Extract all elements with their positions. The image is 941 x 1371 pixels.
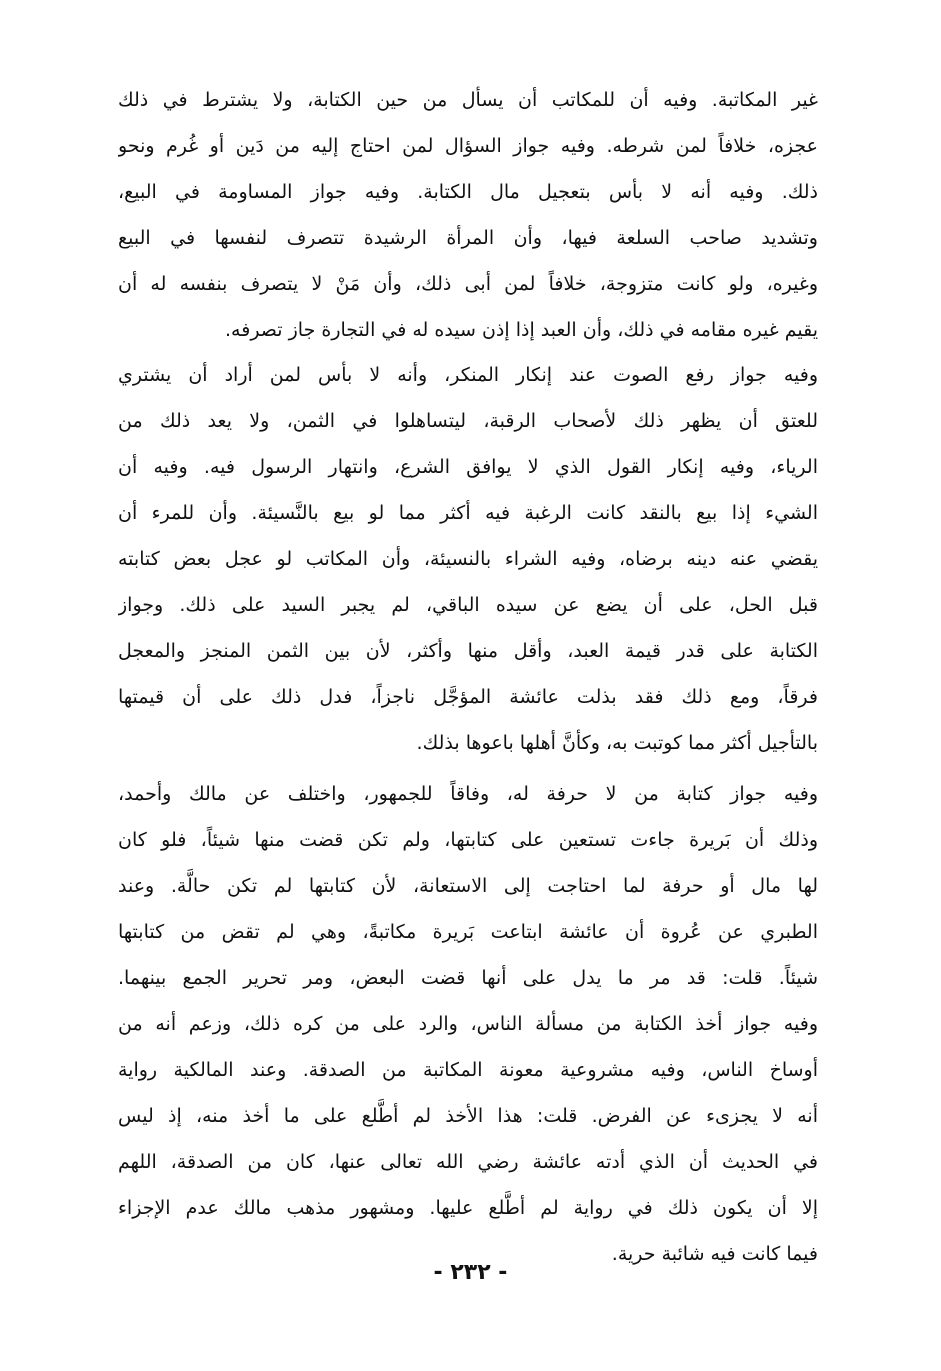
text-line: وذلك أن بَريرة جاءت تستعين على كتابتها، ولم تكن قضت منها شيئاً، فلو كان: [118, 829, 818, 851]
paragraph-3: [118, 771, 818, 1277]
text-line: وفيه جواز رفع الصوت عند إنكار المنكر، وأنه لا بأس لمن أراد أن يشتري: [118, 364, 818, 386]
text-line: وفيه جواز كتابة من لا حرفة له، وفاقاً للجمهور، واختلف عن مالك وأحمد،: [118, 783, 818, 805]
text-line: غير المكاتبة. وفيه أن للمكاتب أن يسأل من حين الكتابة، ولا يشترط في ذلك: [118, 89, 818, 111]
text-line: فيما كانت فيه شائبة حرية.: [611, 1243, 818, 1265]
paragraph-2: [118, 352, 818, 766]
text-line: وفيه جواز أخذ الكتابة من مسألة الناس، والرد على من كره ذلك، وزعم أنه من: [118, 1013, 818, 1035]
text-line: الطبري عن عُروة أن عائشة ابتاعت بَريرة مكاتبةً، وهي لم تقض من كتابتها: [118, 921, 818, 943]
text-line: إلا أن يكون ذلك في رواية لم أطَّلع عليها. ومشهور مذهب مالك عدم الإجزاء: [118, 1197, 818, 1219]
page-number: - ٢٣٢ -: [433, 1260, 508, 1285]
text-line: للعتق أن يظهر ذلك لأصحاب الرقبة، ليتساهلوا في الثمن، ولا يعد ذلك من: [118, 410, 818, 432]
text-line: عجزه، خلافاً لمن شرطه. وفيه جواز السؤال لمن احتاج إليه من دَين أو غُرم ونحو: [118, 135, 818, 157]
text-line: الشيء إذا بيع بالنقد كانت الرغبة فيه أكثر مما لو بيع بالنَّسيئة. وأن للمرء أن: [118, 502, 818, 524]
text-line: وتشديد صاحب السلعة فيها، وأن المرأة الرشيدة تتصرف لنفسها في البيع: [118, 227, 818, 249]
text-line: وغيره، ولو كانت متزوجة، خلافاً لمن أبى ذلك، وأن مَنْ لا يتصرف بنفسه له أن: [118, 273, 818, 295]
text-line: لها مال أو حرفة لما احتاجت إلى الاستعانة، لأن كتابتها لم تكن حالَّة. وعند: [118, 875, 818, 897]
text-line: أوساخ الناس، وفيه مشروعية معونة المكاتبة من الصدقة. وعند المالكية رواية: [118, 1059, 818, 1081]
text-line: في الحديث أن الذي أدته عائشة رضي الله تعالى عنها، كان من الصدقة، اللهم: [118, 1151, 818, 1173]
text-line: قبل الحل، على أن يضع عن سيده الباقي، لم يجبر السيد على ذلك. وجواز: [118, 594, 818, 616]
text-line: فرقاً، ومع ذلك فقد بذلت عائشة المؤجَّل ناجزاً، فدل ذلك على أن قيمتها: [118, 686, 818, 708]
text-line: ذلك. وفيه أنه لا بأس بتعجيل مال الكتابة. وفيه جواز المساومة في البيع،: [118, 181, 818, 203]
text-line: يقضي عنه دينه برضاه، وفيه الشراء بالنسيئة، وأن المكاتب لو عجل بعض كتابته: [118, 548, 818, 570]
text-line: الكتابة على قدر قيمة العبد، وأقل منها وأكثر، لأن بين الثمن المنجز والمعجل: [118, 640, 818, 662]
text-line: يقيم غيره مقامه في ذلك، وأن العبد إذا إذن سيده له في التجارة جاز تصرفه.: [225, 319, 818, 341]
text-line: الرياء، وفيه إنكار القول الذي لا يوافق الشرع، وانتهار الرسول فيه. وفيه أن: [118, 456, 818, 478]
text-line: أنه لا يجزىء عن الفرض. قلت: هذا الأخذ لم أطَّلع على ما أخذ منه، إذ ليس: [118, 1105, 818, 1127]
text-line: بالتأجيل أكثر مما كوتبت به، وكأنَّ أهلها باعوها بذلك.: [416, 732, 818, 754]
paragraph-1: [118, 77, 818, 353]
text-line: شيئاً. قلت: قد مر ما يدل على أنها قضت البعض، ومر تحرير الجمع بينهما.: [118, 967, 818, 989]
